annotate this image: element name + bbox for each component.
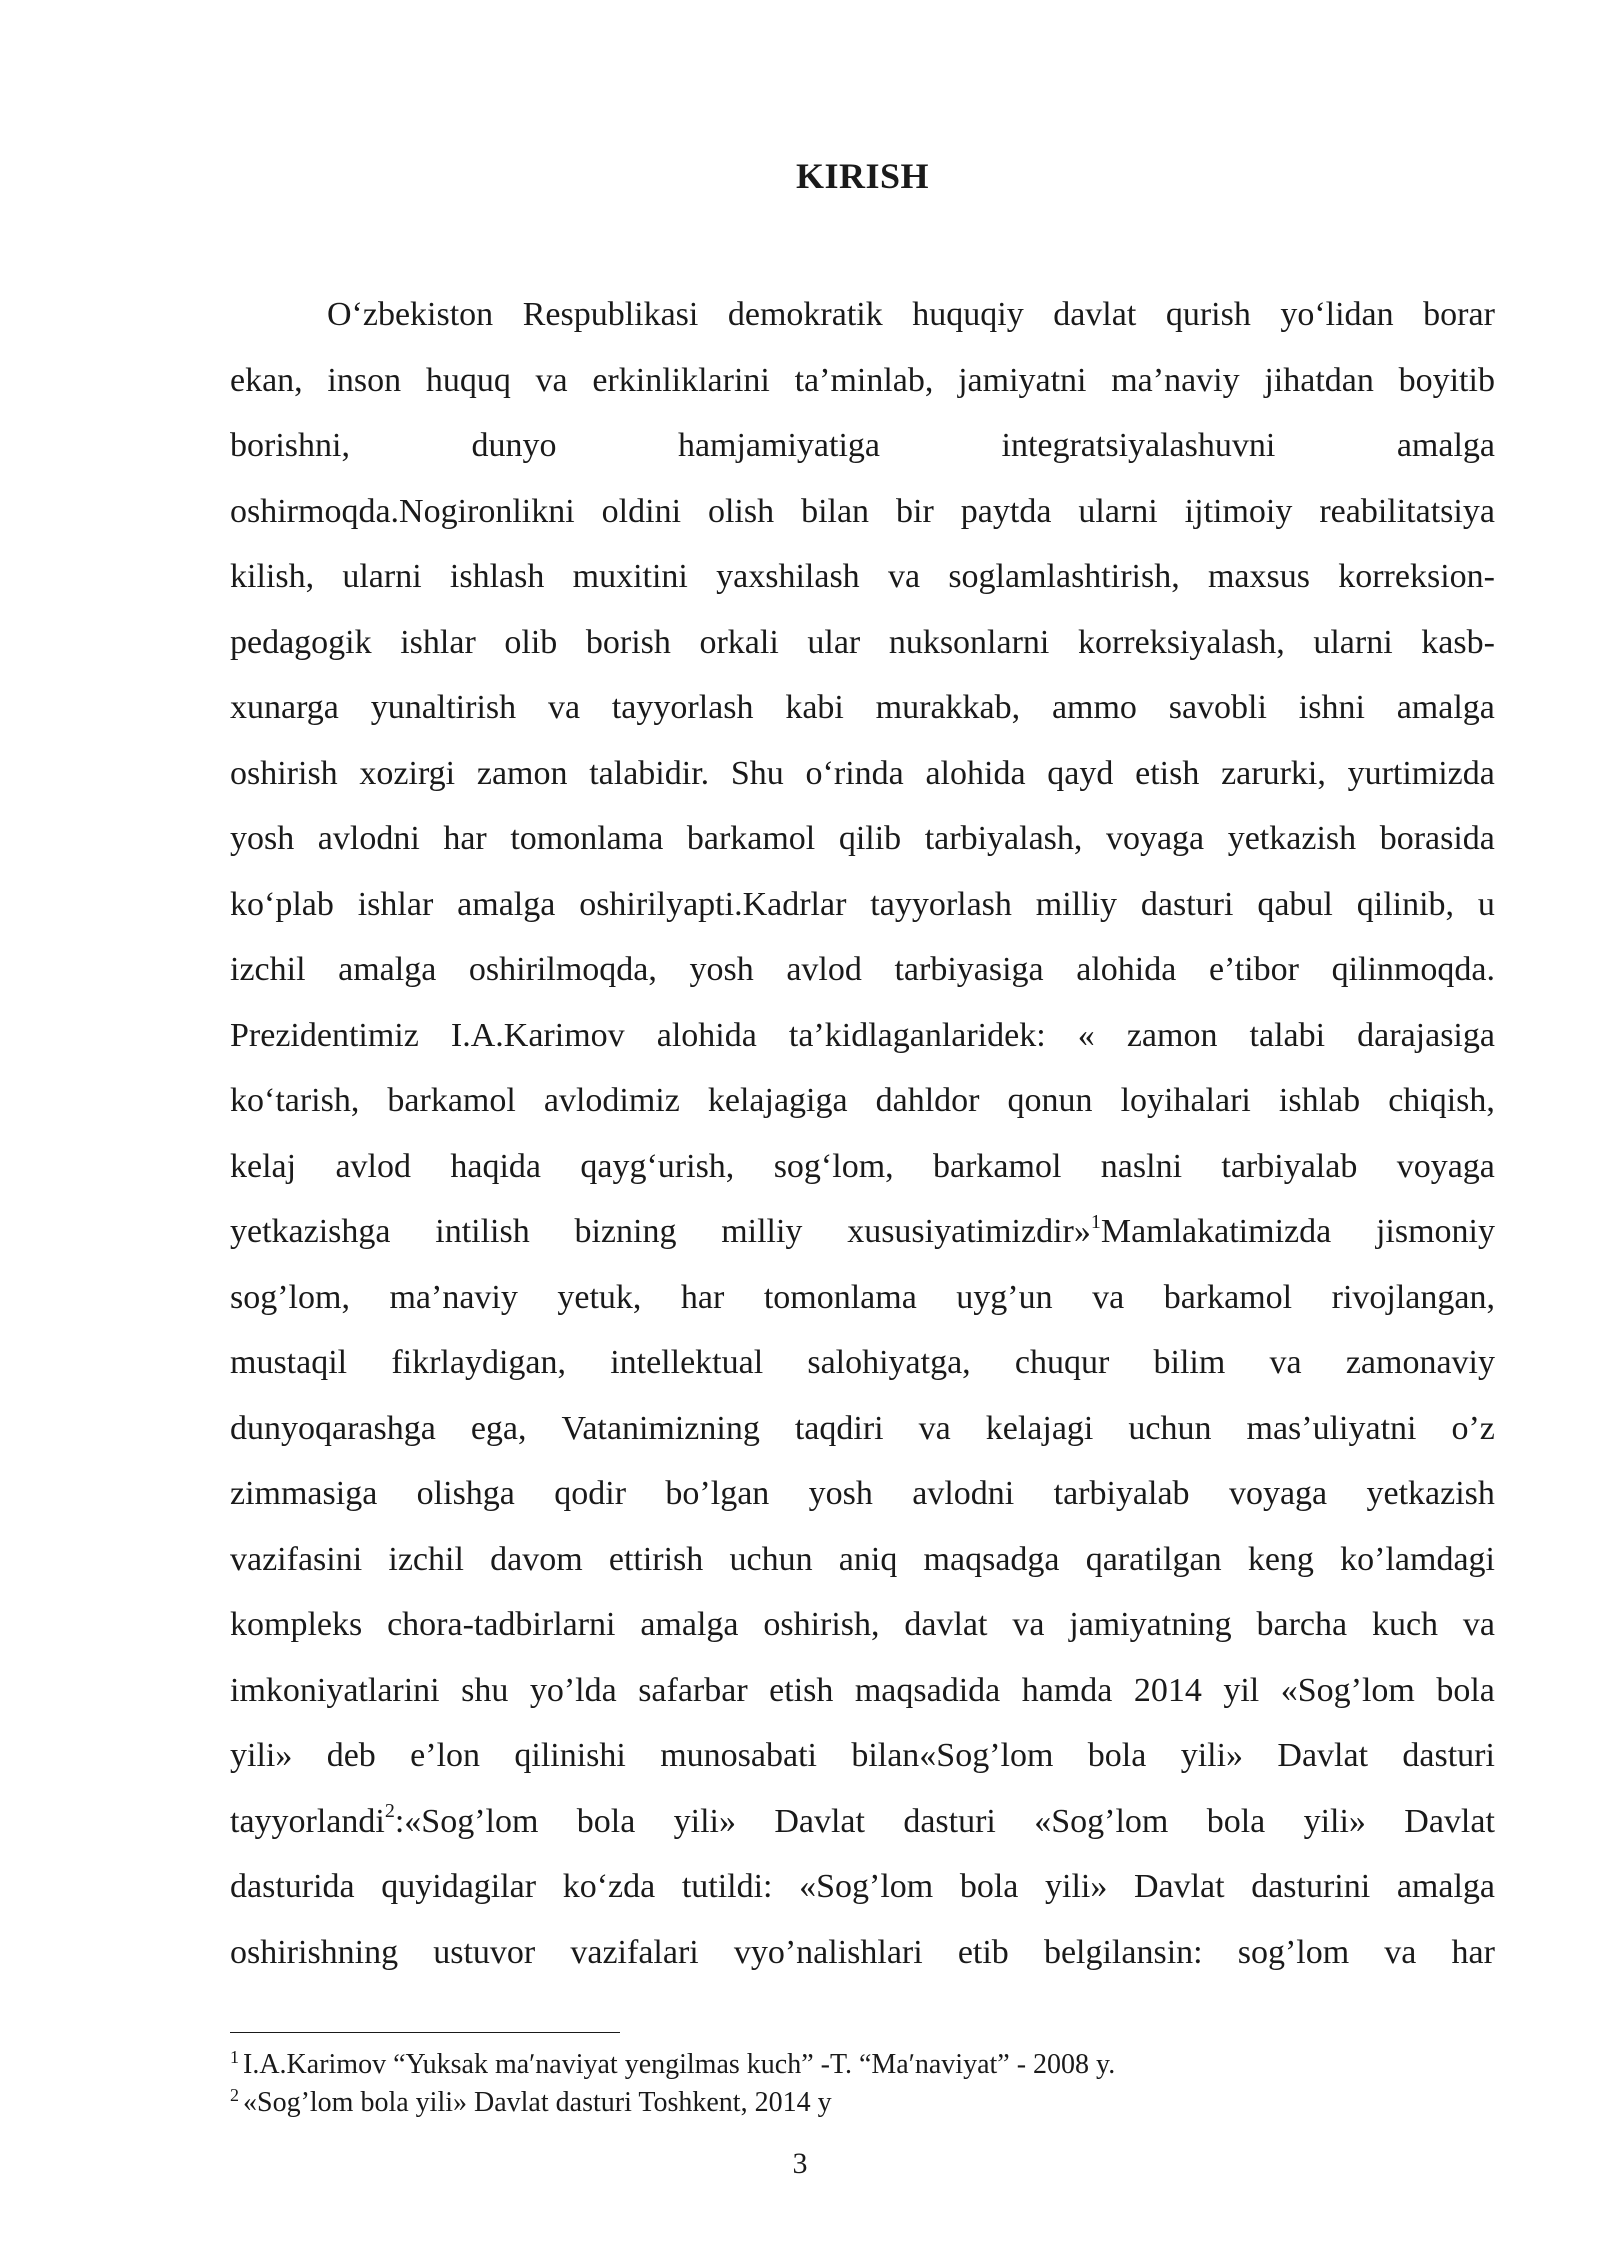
footnotes: [230, 2046, 1495, 2122]
text-line: kilish, ularni ishlash muxitini yaxshilash va soglamlashtirish, maxsus korreksion-: [230, 558, 1495, 595]
body-paragraph: [230, 282, 1495, 1985]
footnote-ref-1: 1: [1090, 1210, 1101, 1233]
text-line: izchil amalga oshirilmoqda, yosh avlod tarbiyasiga alohida e’tibor qilinmoqda.: [230, 951, 1495, 988]
text-line: dasturida quyidagilar ko‘zda tutildi: «Sog’lom bola yili» Davlat dasturini amalga: [230, 1868, 1495, 1905]
text-line: borishni, dunyo hamjamiyatiga integratsiyalashuvni amalga: [230, 427, 1495, 464]
text-line: ko‘tarish, barkamol avlodimiz kelajagiga dahldor qonun loyihalari ishlab chiqish,: [230, 1082, 1495, 1119]
text-line: kompleks chora-tadbirlarni amalga oshirish, davlat va jamiyatning barcha kuch va: [230, 1606, 1495, 1643]
text-line: imkoniyatlarini shu yo’lda safarbar etish maqsadida hamda 2014 yil «Sog’lom bola: [230, 1671, 1495, 1709]
text-line: Prezidentimiz I.A.Karimov alohida ta’kidlaganlaridek: « zamon talabi darajasiga: [230, 1016, 1495, 1054]
footnote-separator: [230, 2032, 620, 2033]
text-line: ko‘plab ishlar amalga oshirilyapti.Kadrlar tayyorlash milliy dasturi qabul qilinib, u: [230, 885, 1495, 923]
text-line: zimmasiga olishga qodir bo’lgan yosh avlodni tarbiyalab voyaga yetkazish: [230, 1475, 1495, 1512]
page-number: 3: [792, 2147, 808, 2180]
text-line: xunarga yunaltirish va tayyorlash kabi murakkab, ammo savobli ishni amalga: [230, 689, 1495, 726]
footnote-text: I.A.Karimov “Yuksak maʹnaviyat yengilmas kuch” -T. “Maʹnaviyat” - 2008 y.: [243, 2049, 1116, 2080]
footnote-2: [230, 2084, 1495, 2122]
footnote-mark: 1: [230, 2046, 239, 2067]
page-title: KIRISH: [795, 156, 930, 196]
text-line: yosh avlodni har tomonlama barkamol qilib tarbiyalash, voyaga yetkazish borasida: [230, 820, 1495, 857]
text-line: yetkazishga intilish bizning milliy xususiyatimizdir»$^1$Mamlakatimizda jismoniy: [230, 1210, 1495, 1250]
text-line: tayyorlandi$^2$:«Sog’lom bola yili» Davlat dasturi «Sog’lom bola yili» Davlat: [230, 1800, 1495, 1840]
text-line: dunyoqarashga ega, Vatanimizning taqdiri va kelajagi uchun mas’uliyatni o’z: [230, 1409, 1495, 1447]
footnote-text: «Sog’lom bola yili» Davlat dasturi Toshkent, 2014 y: [243, 2087, 832, 2118]
text-line: O‘zbekiston Respublikasi demokratik huquqiy davlat qurish yo‘lidan borar: [327, 296, 1495, 333]
text-line: oshirish xozirgi zamon talabidir. Shu o‘rinda alohida qayd etish zarurki, yurtimizda: [230, 754, 1495, 792]
footnote-1: [230, 2046, 1495, 2084]
text-line: sog’lom, ma’naviy yetuk, har tomonlama uyg’un va barkamol rivojlangan,: [230, 1278, 1495, 1316]
text-line: vazifasini izchil davom ettirish uchun aniq maqsadga qaratilgan keng ko’lamdagi: [230, 1540, 1495, 1578]
text-line: ekan, inson huquq va erkinliklarini ta’minlab, jamiyatni ma’naviy jihatdan boyitib: [230, 361, 1495, 399]
footnote-mark: 2: [230, 2084, 239, 2105]
text-line: yili» deb e’lon qilinishi munosabati bilan«Sog’lom bola yili» Davlat dasturi: [230, 1737, 1495, 1774]
footnote-ref-2: 2: [384, 1800, 395, 1823]
text-line: oshirmoqda.Nogironlikni oldini olish bilan bir paytda ularni ijtimoiy reabilitatsiya: [230, 492, 1495, 530]
text-line: mustaqil fikrlaydigan, intellektual salohiyatga, chuqur bilim va zamonaviy: [230, 1344, 1495, 1381]
text-line: kelaj avlod haqida qayg‘urish, sog‘lom, barkamol naslni tarbiyalab voyaga: [230, 1147, 1495, 1185]
text-line: pedagogik ishlar olib borish orkali ular nuksonlarni korreksiyalash, ularni kasb-: [230, 623, 1495, 661]
text-line: oshirishning ustuvor vazifalari vyo’nalishlari etib belgilansin: sog’lom va har: [230, 1933, 1495, 1971]
